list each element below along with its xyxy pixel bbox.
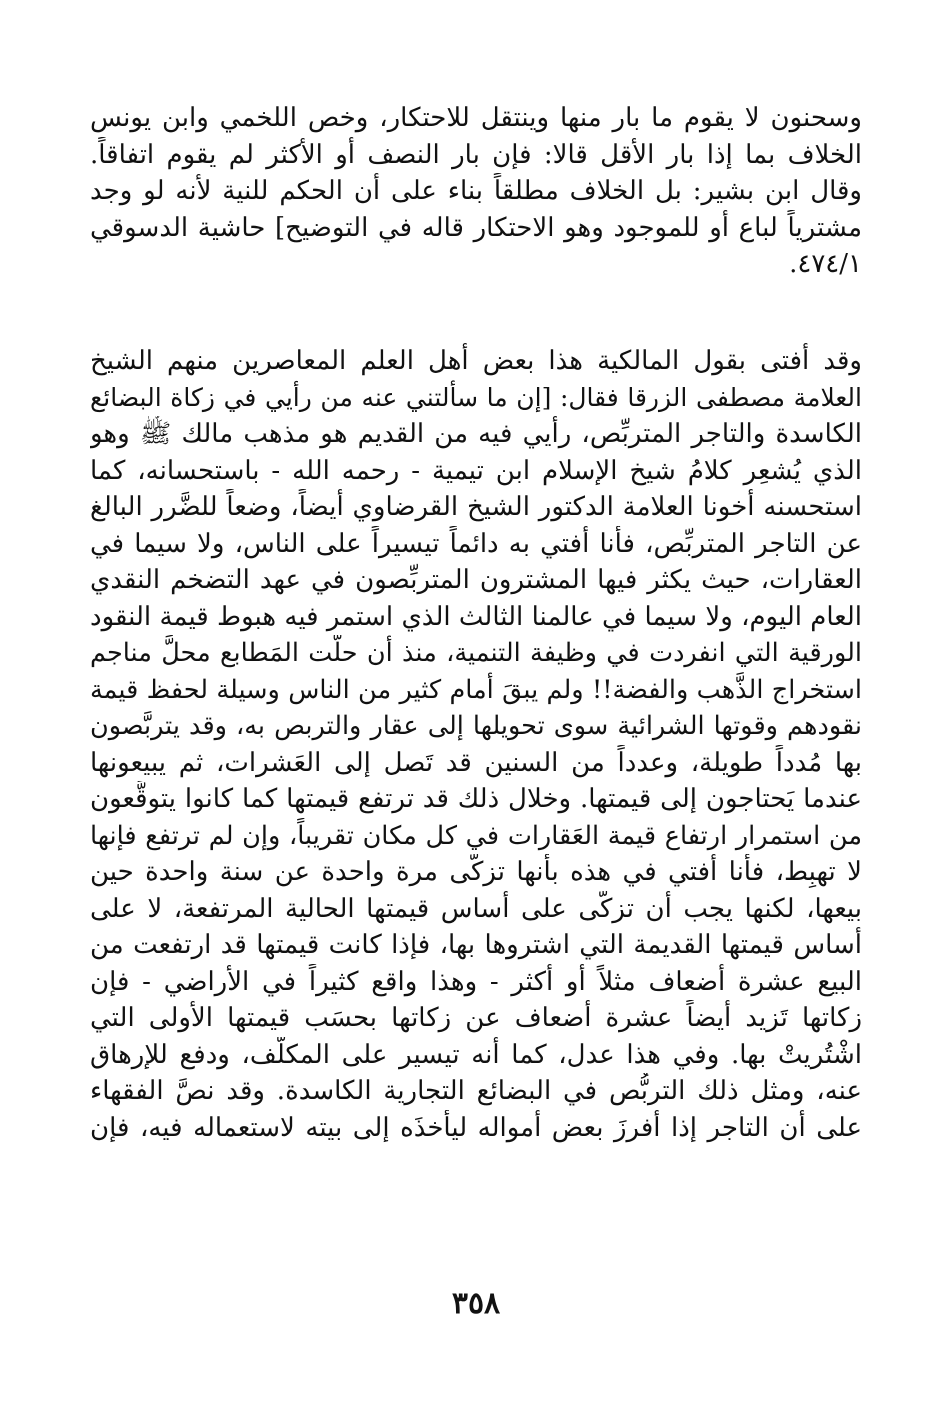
text-line: الكاسدة والتاجر المتربِّص، رأيي فيه من القديم هو مذهب مالك ﷺ وهو xyxy=(90,419,862,449)
text-line: أساس قيمتها القديمة التي اشتروها بها، فإذا كانت قيمتها قد ارتفعت من xyxy=(90,930,862,960)
text-line: بها مُدداً طويلة، وعدداً من السنين قد تَصل إلى العَشرات، ثم يبيعونها xyxy=(90,747,862,778)
text-line: عن التاجر المتربِّص، فأنا أُفتي به دائماً تيسيراً على الناس، ولا سيما في xyxy=(90,528,862,559)
text-line: بيعها، لكنها يجب أن تزكّى على أساس قيمتها الحالية المرتفعة، لا على xyxy=(90,893,862,924)
text-line: اشْتُريتْ بها. وفي هذا عدل، كما أنه تيسير على المكلَّف، ودفع للإرهاق xyxy=(90,1039,862,1070)
paragraph-footnote-continuation xyxy=(90,100,862,283)
text-line: عنه، ومثل ذلك التربُّص في البضائع التجارية الكاسدة. وقد نصَّ الفقهاء xyxy=(90,1076,862,1106)
text-line: الخلاف بما إذا بار الأقل قالا: فإن بار النصف أو الأكثر لم يقوم اتفاقاً. xyxy=(90,139,862,170)
text-line: نقودهم وقوتها الشرائية سوى تحويلها إلى عقار والتربص به، وقد يتربَّصون xyxy=(90,711,862,741)
text-line: لا تهبِط، فأنا أفتي في هذه بأنها تزكّى مرة واحدة عن سنة واحدة حين xyxy=(90,857,862,887)
text-line: استخراج الذَّهب والفضة!! ولم يبقَ أمام كثير من الناس وسيلة لحفظ قيمة xyxy=(90,674,862,705)
text-line: العام اليوم، ولا سيما في عالمنا الثالث الذي استمر فيه هبوط قيمة النقود xyxy=(90,601,862,632)
text-line: على أن التاجر إذا أفرزَ بعض أمواله ليأخذَه إلى بيته لاستعماله فيه، فإن xyxy=(90,1112,862,1143)
text-line: العلامة مصطفى الزرقا فقال: [إن ما سألتني عنه من رأيي في زكاة البضائع xyxy=(90,382,862,412)
text-line: العقارات، حيث يكثر فيها المشترون المتربِّصون في عهد التضخم النقدي xyxy=(90,565,862,595)
text-line: استحسنه أخونا العلامة الدكتور الشيخ القرضاوي أيضاً، وضعاً للضَّرر البالغ xyxy=(90,492,862,522)
page-number: ٣٥٨ xyxy=(451,1286,501,1321)
text-line: زكاتها تَزيد أيضاً عشرة أضعاف عن زكاتها بحسَب قيمتها الأولى التي xyxy=(90,1003,862,1033)
text-line: وقد أفتى بقول المالكية هذا بعض أهل العلم المعاصرين منهم الشيخ xyxy=(90,346,862,376)
paragraph-main xyxy=(90,343,862,1146)
text-line: الذي يُشعِر كلامُ شيخ الإسلام ابن تيمية - رحمه الله - باستحسانه، كما xyxy=(90,455,862,486)
text-line: الورقية التي انفردت في وظيفة التنمية، منذ أن حلَّت المَطابع محلَّ مناجم xyxy=(90,638,862,668)
text-line: ٤٧٤/١. xyxy=(789,249,862,279)
text-line: مشترياً لباع أو للموجود وهو الاحتكار قاله في التوضيح] حاشية الدسوقي xyxy=(90,212,862,243)
text-line: وسحنون لا يقوم ما بار منها وينتقل للاحتكار، وخص اللخمي وابن يونس xyxy=(90,103,862,133)
text-line: البيع عشرة أضعاف مثلاً أو أكثر - وهذا واقع كثيراً في الأراضي - فإن xyxy=(90,966,862,997)
text-line: وقال ابن بشير: بل الخلاف مطلقاً بناء على أن الحكم للنية لأنه لو وجد xyxy=(90,176,862,206)
text-line: من استمرار ارتفاع قيمة العَقارات في كل مكان تقريباً، وإن لم ترتفع فإنها xyxy=(90,820,862,851)
text-line: عندما يَحتاجون إلى قيمتها. وخلال ذلك قد ترتفع قيمتها كما كانوا يتوقَّعون xyxy=(90,784,862,814)
